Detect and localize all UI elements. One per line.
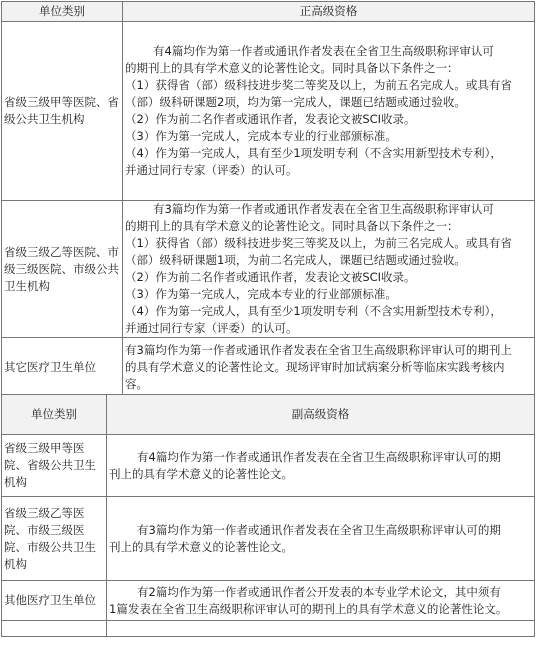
table-row [2, 338, 535, 397]
requirement-line: （1）获得省（部）级科技进步奖二等奖及以上，为前五名完成人。或具有省 [125, 78, 512, 92]
requirement-line: （2）作为前二名作者或通讯作者，发表论文被SCI收录。 [125, 112, 416, 126]
requirement-line: 的具有学术意义的论著性论文。现场评审时加试病案分析等临床实践考核内 [125, 359, 505, 374]
table-header-row [2, 395, 535, 435]
requirement-line: 并通过同行专家（评委）的认可。 [125, 321, 298, 335]
table-row [2, 201, 535, 338]
requirement-line: 有4篇均作为第一作者或通讯作者发表在全省卫生高级职称评审认可 [153, 44, 494, 58]
category-cell: 省级三级乙等医院、市级三级医院、市级公共卫生机构 [2, 201, 123, 338]
category-line: 院、省级公共卫生 [4, 458, 96, 472]
requirement-line: 容。 [125, 376, 148, 391]
requirement-line: （部）级科研课题1项，为前二名完成人，课题已结题或通过验收。 [125, 253, 466, 267]
column-header-qualification: 正高级资格 [123, 2, 535, 22]
table-header-row [2, 2, 535, 22]
requirement-cell [123, 22, 535, 201]
requirement-line: 刊上的具有学术意义的论著性论文。 [109, 539, 293, 554]
requirement-line: （4）作为第一完成人，具有至少1项发明专利（不含实用新型技术专利）， [125, 146, 502, 160]
category-line: 院、市级三级医 [4, 522, 85, 537]
category-line: 院、市级公共卫生 [4, 539, 96, 554]
requirement-line: （2）作为前二名作者或通讯作者，发表论文被SCI收录。 [125, 270, 416, 284]
column-header-qualification: 副高级资格 [107, 395, 535, 435]
requirement-cell [123, 338, 535, 397]
table-row [2, 581, 535, 621]
requirement-line: 有4篇均作为第一作者或通讯作者发表在全省卫生高级职称评审认可的期 [137, 449, 501, 464]
requirement-line: 刊上的具有学术意义的论著性论文。 [109, 466, 293, 481]
table-row [2, 497, 535, 581]
empty-row [2, 621, 535, 637]
category-cell [2, 497, 107, 581]
category-line: 省级三级甲等医 [4, 441, 85, 455]
column-header-category: 单位类别 [2, 395, 107, 435]
requirement-cell [123, 201, 535, 338]
requirement-cell [107, 581, 535, 621]
requirement-line: 的期刊上的具有学术意义的论著性论文。同时具备以下条件之一： [125, 61, 459, 75]
requirement-line: （部）级科研课题2项，均为第一完成人，课题已结题或通过验收。 [125, 95, 466, 109]
requirement-line: 并通过同行专家（评委）的认可。 [125, 163, 298, 177]
table-row [2, 435, 535, 497]
requirement-line: 有3篇均作为第一作者或通讯作者发表在全省卫生高级职称评审认可的期 [137, 522, 501, 537]
requirement-line: 有2篇均作为第一作者或通讯作者公开发表的本专业学术论文，其中须有 [137, 584, 501, 599]
category-line: 机构 [4, 475, 27, 489]
category-line: 其他医疗卫生单位 [4, 593, 96, 607]
associate-qualification-table [1, 394, 535, 637]
empty-cell [107, 621, 535, 637]
requirement-line: 的期刊上的具有学术意义的论著性论文。同时具备以下条件之一： [125, 219, 459, 233]
empty-cell [2, 621, 107, 637]
category-cell [2, 435, 107, 497]
requirement-line: 有3篇均作为第一作者或通讯作者发表在全省卫生高级职称评审认可 [153, 202, 494, 216]
requirement-cell [107, 435, 535, 497]
category-line: 省级三级乙等医 [4, 505, 85, 520]
category-cell: 其它医疗卫生单位 [2, 338, 123, 397]
category-cell [2, 581, 107, 621]
requirement-line: （1）获得省（部）级科技进步奖三等奖及以上，为前三名完成人。或具有省 [125, 236, 512, 250]
requirement-line: （3）作为第一完成人，完成本专业的行业部颁标准。 [125, 129, 397, 143]
column-header-category: 单位类别 [2, 2, 123, 22]
requirement-line: （4）作为第一完成人，具有至少1项发明专利（不含实用新型技术专利）， [125, 304, 502, 318]
requirement-line: 有3篇均作为第一作者或通讯作者发表在全省卫生高级职称评审认可的期刊上 [125, 342, 512, 357]
requirement-cell [107, 497, 535, 581]
requirement-line: （3）作为第一完成人，完成本专业的行业部颁标准。 [125, 287, 397, 301]
table-row [2, 22, 535, 201]
requirement-line: 1篇发表在全省卫生高级职称评审认可的期刊上的具有学术意义的论著性论文。 [109, 601, 508, 616]
category-line: 机构 [4, 556, 27, 571]
senior-qualification-table [1, 1, 535, 397]
category-cell: 省级三级甲等医院、省级公共卫生机构 [2, 22, 123, 201]
